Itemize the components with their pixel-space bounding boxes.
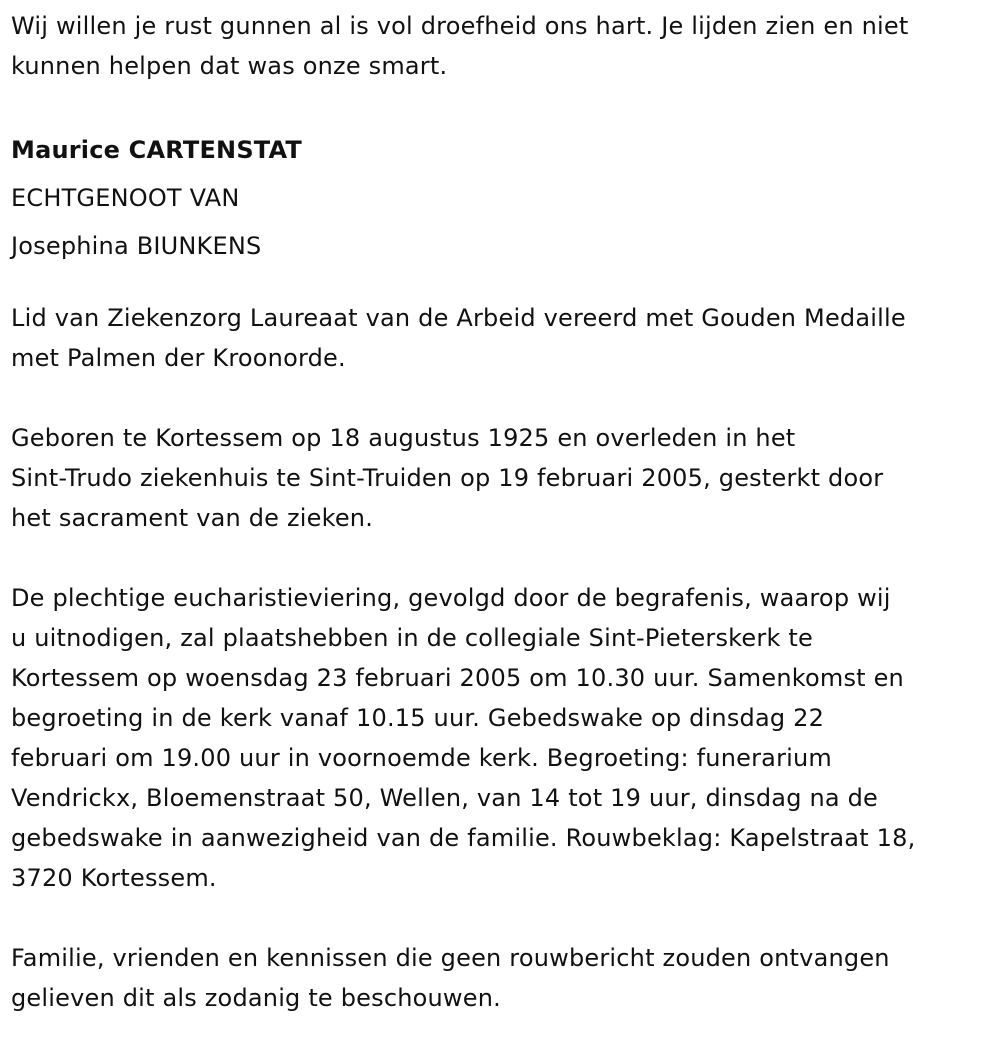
ceremony-line: u uitnodigen, zal plaatshebben in de collegiale Sint-Pieterskerk te xyxy=(11,624,813,652)
spacer xyxy=(11,270,993,298)
ceremony-line: De plechtige eucharistieviering, gevolgd door de begrafenis, waarop wij xyxy=(11,584,891,612)
spacer xyxy=(11,538,993,578)
closing-line: gelieven dit als zodanig te beschouwen. xyxy=(11,984,501,1012)
obituary-document xyxy=(11,6,993,1018)
intro-paragraph xyxy=(11,6,993,86)
honors-line: Lid van Ziekenzorg Laureaat van de Arbeid vereerd met Gouden Medaille xyxy=(11,304,906,332)
closing-paragraph xyxy=(11,938,993,1018)
spacer xyxy=(11,898,993,938)
ceremony-line: gebedswake in aanwezigheid van de familie. Rouwbeklag: Kapelstraat 18, xyxy=(11,824,916,852)
ceremony-line: februari om 19.00 uur in voornoemde kerk. Begroeting: funerarium xyxy=(11,744,832,772)
intro-line: kunnen helpen dat was onze smart. xyxy=(11,52,448,80)
deceased-name: Maurice CARTENSTAT xyxy=(11,136,303,164)
relation-label: ECHTGENOOT VAN xyxy=(11,184,240,212)
ceremony-line: Vendrickx, Bloemenstraat 50, Wellen, van 14 tot 19 uur, dinsdag na de xyxy=(11,784,879,812)
ceremony-line: begroeting in de kerk vanaf 10.15 uur. Gebedswake op dinsdag 22 xyxy=(11,704,825,732)
birth-death-line: Geboren te Kortessem op 18 augustus 1925 en overleden in het xyxy=(11,424,796,452)
birth-death-paragraph xyxy=(11,418,993,538)
ceremony-paragraph xyxy=(11,578,993,898)
intro-line: Wij willen je rust gunnen al is vol droefheid ons hart. Je lijden zien en niet xyxy=(11,12,909,40)
birth-death-line: Sint-Trudo ziekenhuis te Sint-Truiden op 19 februari 2005, gesterkt door xyxy=(11,464,884,492)
name-block xyxy=(11,126,993,270)
honors-line: met Palmen der Kroonorde. xyxy=(11,344,346,372)
ceremony-line: Kortessem op woensdag 23 februari 2005 om 10.30 uur. Samenkomst en xyxy=(11,664,904,692)
closing-line: Familie, vrienden en kennissen die geen rouwbericht zouden ontvangen xyxy=(11,944,890,972)
birth-death-line: het sacrament van de zieken. xyxy=(11,504,374,532)
spacer xyxy=(11,86,993,126)
spacer xyxy=(11,378,993,418)
honors-paragraph xyxy=(11,298,993,378)
ceremony-line: 3720 Kortessem. xyxy=(11,864,217,892)
spouse-name: Josephina BIUNKENS xyxy=(11,232,262,260)
